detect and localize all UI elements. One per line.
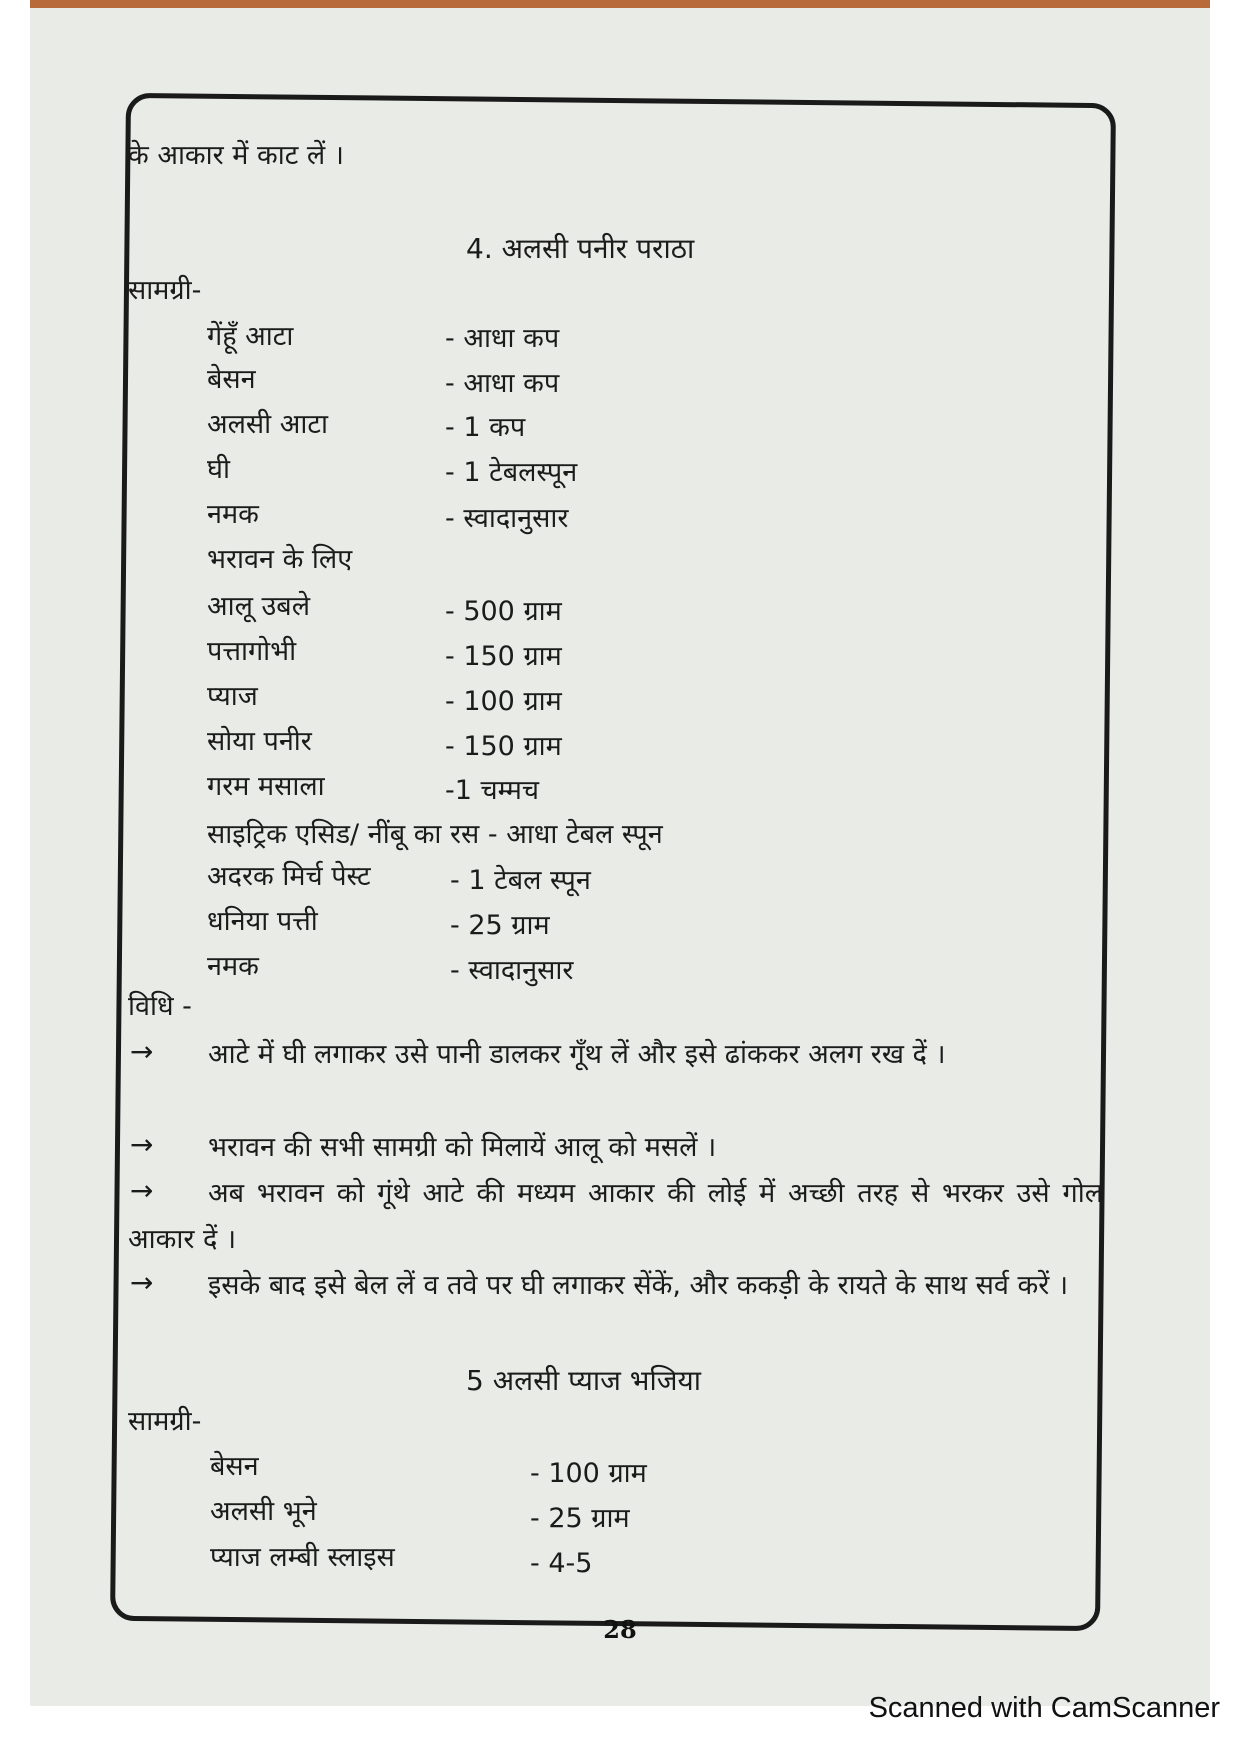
method-step: भरावन की सभी सामग्री को मिलायें आलू को मसलें । — [208, 1132, 717, 1163]
ingredient-name: सोया पनीर — [207, 726, 312, 757]
ingredient-name: अलसी भूने — [210, 1496, 317, 1527]
ingredient-qty: - स्वादानुसार — [445, 503, 569, 534]
citric-acid-line: साइट्रिक एसिड/ नींबू का रस - आधा टेबल स्पून — [207, 819, 663, 850]
arrow-icon: → — [130, 1128, 154, 1161]
ingredient-qty: - आधा कप — [445, 368, 560, 399]
ingredient-name: प्याज लम्बी स्लाइस — [210, 1542, 395, 1573]
ingredient-name: अलसी आटा — [207, 409, 328, 440]
arrow-icon: → — [130, 1174, 154, 1207]
ingredient-qty: - 4-5 — [530, 1548, 593, 1579]
ingredient-name: आलू उबले — [207, 591, 311, 622]
method-step: अब भरावन को गूंथे आटे की मध्यम आकार की लोई में अच्छी तरह से भरकर उसे गोल आकार दें । — [128, 1178, 1103, 1255]
ingredient-qty: - 25 ग्राम — [530, 1503, 630, 1534]
ingredient-name: गेंहूँ आटा — [207, 321, 294, 352]
method-heading: विधि - — [128, 991, 192, 1022]
arrow-icon: → — [130, 1266, 154, 1299]
ingredient-name: गरम मसाला — [207, 771, 325, 802]
ingredient-name: बेसन — [210, 1451, 259, 1482]
page-number: 28 — [603, 1615, 637, 1644]
ingredient-qty: - 500 ग्राम — [445, 596, 562, 627]
method-step: इसके बाद इसे बेल लें व तवे पर घी लगाकर सेंकें, और ककड़ी के रायते के साथ सर्व करें । — [208, 1270, 1069, 1301]
ingredient-qty: - 150 ग्राम — [445, 731, 562, 762]
ingredient-qty: - 1 कप — [445, 412, 526, 443]
filling-heading: भरावन के लिए — [207, 544, 353, 575]
ingredient-qty: - आधा कप — [445, 323, 560, 354]
ingredient-name: पत्तागोभी — [207, 636, 297, 667]
ingredient-name: प्याज — [207, 681, 258, 712]
ingredient-name: धनिया पत्ती — [207, 906, 318, 937]
method-step: आटे में घी लगाकर उसे पानी डालकर गूँथ लें और इसे ढांककर अलग रख दें । — [208, 1039, 946, 1070]
ingredient-qty: - 150 ग्राम — [445, 641, 562, 672]
arrow-icon: → — [130, 1035, 154, 1068]
ingredient-name: नमक — [207, 499, 259, 530]
ingredient-qty: - स्वादानुसार — [450, 955, 574, 986]
ingredient-qty: -1 चम्मच — [445, 775, 540, 806]
ingredient-name: अदरक मिर्च पेस्ट — [207, 861, 371, 892]
recipe4-ingredients-heading: सामग्री- — [128, 275, 202, 306]
ingredient-qty: - 100 ग्राम — [530, 1458, 647, 1489]
ingredient-name: नमक — [207, 951, 259, 982]
continuation-text: के आकार में काट लें । — [128, 140, 345, 171]
camscanner-watermark: Scanned with CamScanner — [868, 1692, 1220, 1724]
ingredient-name: घी — [207, 454, 230, 485]
recipe4-title: 4. अलसी पनीर पराठा — [466, 232, 695, 265]
ingredient-name: बेसन — [207, 364, 256, 395]
recipe5-ingredients-heading: सामग्री- — [128, 1406, 202, 1437]
ingredient-qty: - 1 टेबल स्पून — [450, 865, 591, 896]
ingredient-qty: - 100 ग्राम — [445, 686, 562, 717]
scan-top-edge — [30, 0, 1210, 8]
recipe5-title: 5 अलसी प्याज भजिया — [466, 1364, 701, 1397]
ingredient-qty: - 25 ग्राम — [450, 910, 550, 941]
ingredient-qty: - 1 टेबलस्पून — [445, 457, 578, 488]
